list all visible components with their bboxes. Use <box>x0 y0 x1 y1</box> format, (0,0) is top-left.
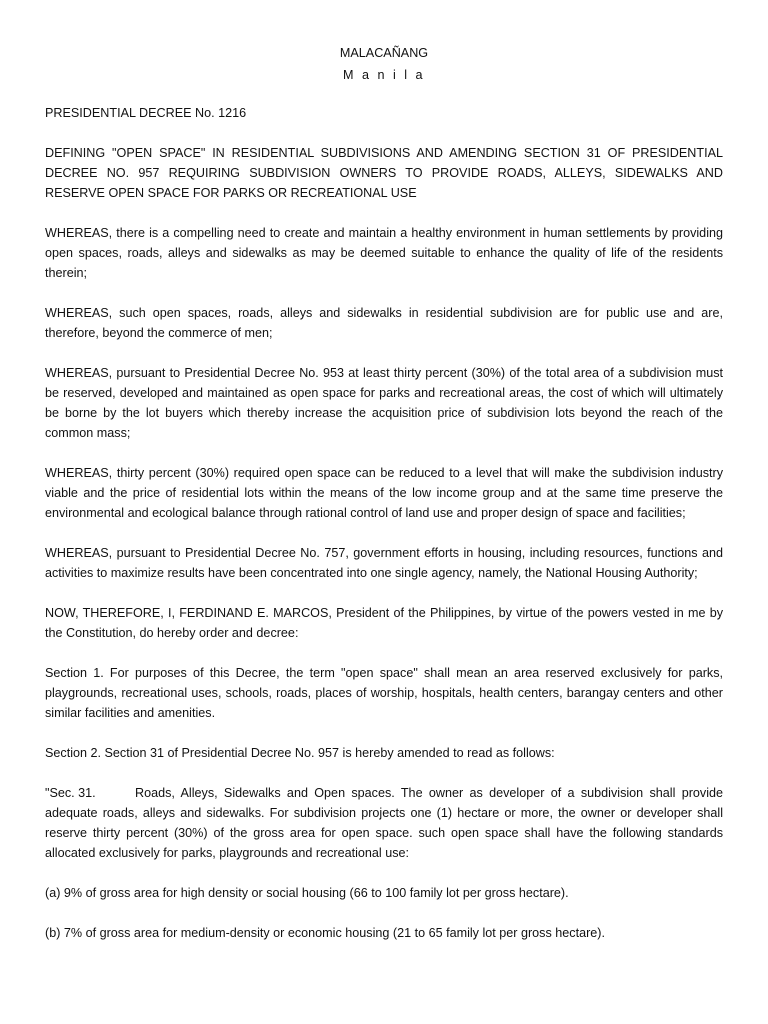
decree-title: DEFINING "OPEN SPACE" IN RESIDENTIAL SUBDIVISIONS AND AMENDING SECTION 31 OF PRESIDENTIAL DECREE NO. 957 REQUIRING SUBDIVISION OWNERS TO PROVIDE ROADS, ALLEYS, SIDEWALKS AND RESERVE OPEN SPACE FOR PARKS OR RECREATIONAL USE <box>45 146 723 200</box>
whereas-clause-5: WHEREAS, pursuant to Presidential Decree No. 757, government efforts in housing, including resources, functions and activities to maximize results have been concentrated into one single agency, namely, the National Housing Authority; <box>45 546 723 580</box>
section-2: Section 2. Section 31 of Presidential Decree No. 957 is hereby amended to read as follows: <box>45 746 555 760</box>
standard-item-a: (a) 9% of gross area for high density or social housing (66 to 100 family lot per gross hectare). <box>45 886 569 900</box>
section-1: Section 1. For purposes of this Decree, the term "open space" shall mean an area reserved exclusively for parks, playgrounds, recreational uses, schools, roads, places of worship, hospitals, health centers, barangay centers and other similar facilities and amenities. <box>45 666 723 720</box>
whereas-clause-4: WHEREAS, thirty percent (30%) required open space can be reduced to a level that will make the subdivision industry viable and the price of residential lots within the means of the low income group and at the same time preserve the environmental and ecological balance through rational control of land use and proper design of space and facilities; <box>45 466 723 520</box>
decree-number: PRESIDENTIAL DECREE No. 1216 <box>45 106 247 120</box>
enacting-clause: NOW, THEREFORE, I, FERDINAND E. MARCOS, President of the Philippines, by virtue of the powers vested in me by the Constitution, do hereby order and decree: <box>45 606 723 640</box>
section-31-label: "Sec. 31. <box>45 786 96 800</box>
standard-item-b: (b) 7% of gross area for medium-density or economic housing (21 to 65 family lot per gross hectare). <box>45 926 605 940</box>
whereas-clause-3: WHEREAS, pursuant to Presidential Decree No. 953 at least thirty percent (30%) of the total area of a subdivision must be reserved, developed and maintained as open space for parks and recreational areas, the cost of which will ultimately be borne by the lot buyers which thereby increase the acquisition price of subdivision lots beyond the reach of the common mass; <box>45 366 723 440</box>
section-31-text <box>45 783 723 863</box>
document-header <box>45 42 723 86</box>
header-subtitle: M a n i l a <box>342 68 426 82</box>
whereas-clause-1: WHEREAS, there is a compelling need to create and maintain a healthy environment in human settlements by providing open spaces, roads, alleys and sidewalks as may be deemed suitable to enhance the quality of life of the residents therein; <box>45 226 723 280</box>
whereas-clause-2: WHEREAS, such open spaces, roads, alleys and sidewalks in residential subdivision are for public use and are, therefore, beyond the commerce of men; <box>45 306 723 340</box>
header-title: MALACAÑANG <box>339 46 429 60</box>
section-31-body: Roads, Alleys, Sidewalks and Open spaces. The owner as developer of a subdivision shall provide adequate roads, alleys and sidewalks. For subdivision projects one (1) hectare or more, the owner or developer shall reserve thirty percent (30%) of the gross area for open space. such open space shall have the following standards allocated exclusively for parks, playgrounds and recreational use: <box>45 786 723 860</box>
